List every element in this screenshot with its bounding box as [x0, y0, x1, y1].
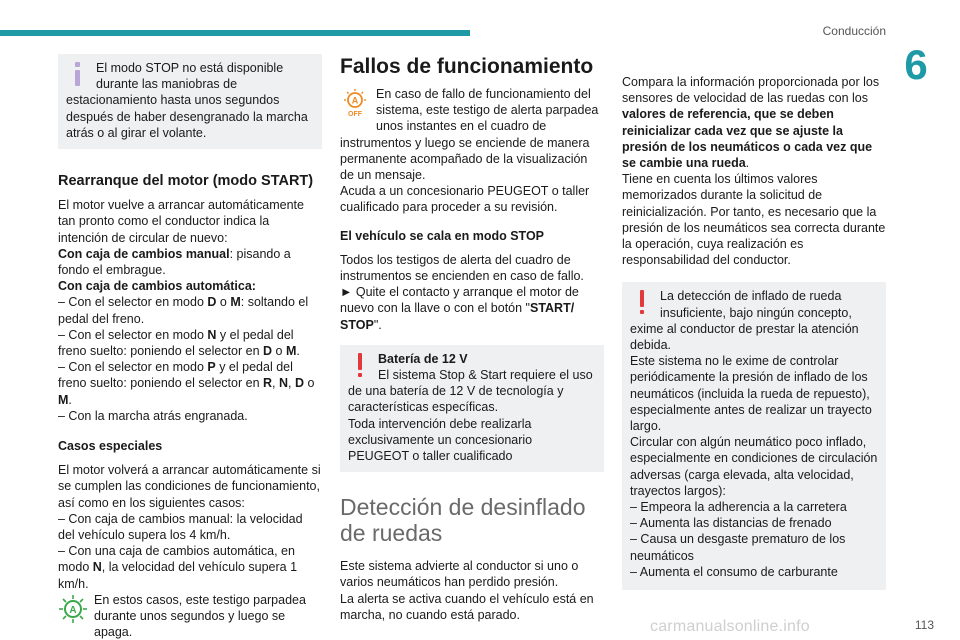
list-item: – Aumenta el consumo de carburante: [630, 564, 838, 579]
paragraph: Este sistema advierte al conductor si uno o varios neumáticos han perdido presión.: [340, 559, 579, 590]
svg-text:OFF: OFF: [348, 111, 362, 118]
list-item: – Con la marcha atrás engranada.: [58, 408, 248, 423]
running-head: Conducción: [822, 24, 886, 38]
paragraph: En caso de fallo de funcionamiento del sistema, este testigo de alerta parpadea unos instantes en el cuadro de instrumentos y luego se enciende de manera permanente acompañado de la visualización de un mensaje.: [340, 87, 599, 183]
list-item: – Causa un desgaste prematuro de los neumáticos: [630, 532, 846, 563]
note-title: Batería de 12 V: [378, 351, 468, 366]
svg-text:A: A: [351, 95, 359, 106]
note-text: Toda intervención debe realizarla exclusivamente un concesionario PEUGEOT o taller cualificado: [348, 416, 533, 464]
column-2: [340, 54, 604, 623]
note-text: La detección de inflado de rueda insuficiente, bajo ningún concepto, exime al conductor de prestar la atención debida.: [630, 289, 859, 353]
paragraph-auto-label: Con caja de cambios automática:: [58, 279, 256, 294]
column-3: [622, 74, 886, 590]
list-item: – Aumenta las distancias de frenado: [630, 516, 832, 531]
lamp-paragraph: [58, 592, 322, 640]
note-text: El modo STOP no está disponible durante las maniobras de estacionamiento hasta unos segundos después de haber desengranado la marcha atrás o al girar el volante.: [66, 61, 308, 140]
paragraph: El motor volverá a arrancar automáticamente si se cumplen las condiciones de funcionamiento, así como en los siguientes casos:: [58, 463, 321, 510]
section-heading-deflation: Detección de desinflado de ruedas: [340, 494, 586, 547]
list-item: – Con el selector en modo N y el pedal del freno suelto: poniendo el selector en D o M.: [58, 327, 300, 359]
action-step: ► Quite el contacto y arranque el motor de nuevo con la llave o con el botón "START/ STOP".: [340, 285, 579, 332]
list-item: – Empeora la adherencia a la carretera: [630, 500, 847, 515]
section-heading-faults: Fallos de funcionamiento: [340, 55, 594, 78]
chapter-number: 6: [904, 41, 928, 88]
svg-text:A: A: [69, 604, 77, 616]
watermark: carmanualsonline.info: [650, 618, 810, 635]
info-icon: [66, 62, 90, 88]
paragraph: Todos los testigos de alerta del cuadro de instrumentos se encienden en caso de fallo.: [340, 252, 584, 284]
paragraph-manual: Con caja de cambios manual: pisando a fondo el embrague.: [58, 246, 291, 278]
list-item: – Con el selector en modo D o M: soltando el pedal del freno.: [58, 295, 309, 326]
list-item: – Con una caja de cambios automática, en modo N, la velocidad del vehículo supera 1 km/h.: [58, 544, 298, 591]
warning-note-deflation: [622, 282, 886, 590]
eco-auto-off-orange-lamp-icon: [340, 88, 370, 118]
paragraph: El motor vuelve a arrancar automáticamente tan pronto como el conductor indica la intención de circular de nuevo:: [58, 198, 304, 245]
eco-auto-green-lamp-icon: [58, 594, 88, 624]
paragraph: Acuda a un concesionario PEUGEOT o taller cualificado para proceder a su revisión.: [340, 184, 590, 215]
fault-paragraph: [340, 86, 604, 183]
note-text: El sistema Stop & Start requiere el uso de una batería de 12 V de tecnología y características específicas.: [348, 368, 593, 415]
list-item: – Con caja de cambios manual: la velocidad del vehículo supera los 4 km/h.: [58, 511, 303, 543]
header-accent-bar: [0, 30, 470, 36]
list-item: – Con el selector en modo P y el pedal del freno suelto: poniendo el selector en R, N, D o M.: [58, 360, 315, 407]
paragraph: Compara la información proporcionada por los sensores de velocidad de las ruedas con los valores de referencia, que se deben reinicializar cada vez que se ajuste la presión de los neumáticos o cada vez que se cambie una rueda.: [622, 75, 880, 171]
lamp-text: En estos casos, este testigo parpadea durante unos segundos y luego se apaga.: [94, 592, 306, 640]
warning-note-battery: [340, 345, 604, 472]
note-text: Circular con algún neumático poco inflado, especialmente en condiciones de circulación adversas (carga elevada, alta velocidad, trayectos largos):: [630, 435, 878, 498]
note-text: Este sistema no le exime de controlar periódicamente la presión de inflado de los neumáticos (incluida la rueda de repuesto), especialmente antes de realizar un trayecto largo.: [630, 354, 872, 434]
warning-icon: [630, 290, 654, 316]
paragraph: Tiene en cuenta los últimos valores memorizados durante la solicitud de reinicialización. Por tanto, es necesario que la presión de los neumáticos sea correcta durante la operación, cuya realización es responsabilidad del conductor.: [622, 172, 886, 268]
warning-icon: [348, 353, 372, 379]
section-heading-special: Casos especiales: [58, 439, 163, 454]
info-note-stop: [58, 54, 322, 149]
section-heading-start: Rearranque del motor (modo START): [58, 173, 314, 190]
column-1: [58, 54, 322, 640]
page-number: 113: [914, 618, 934, 632]
section-heading-stall: El vehículo se cala en modo STOP: [340, 228, 545, 243]
paragraph: La alerta se activa cuando el vehículo está en marcha, no cuando está parado.: [340, 591, 594, 622]
